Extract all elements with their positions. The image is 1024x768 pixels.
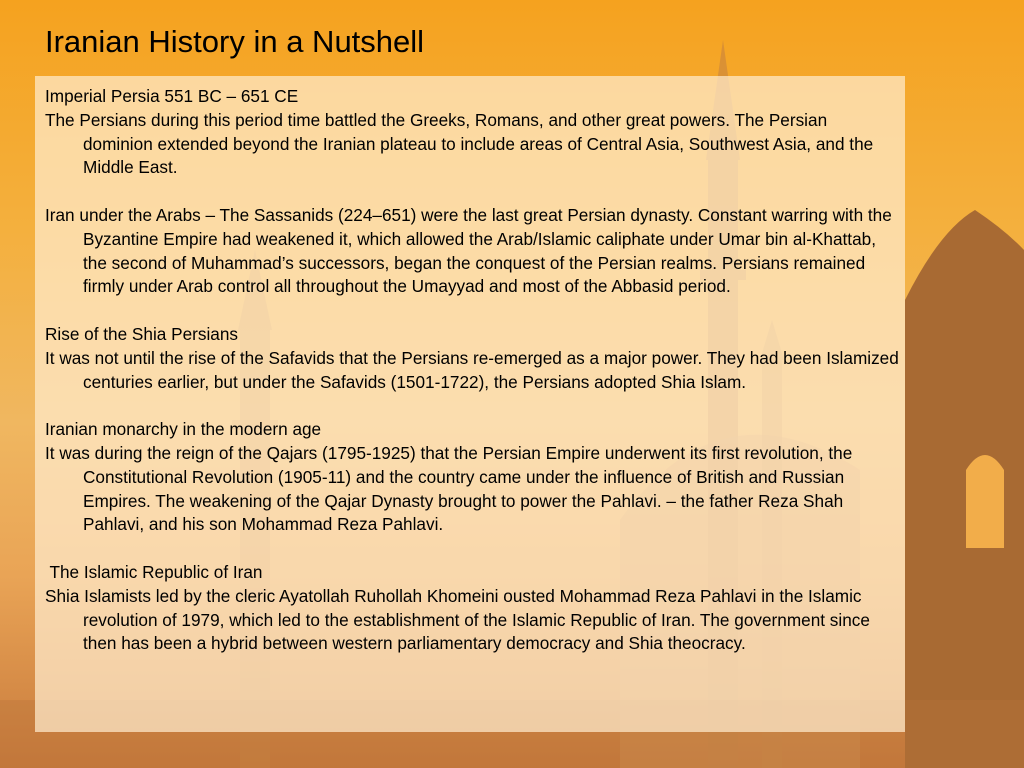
section-body-islamic-republic: Shia Islamists led by the cleric Ayatollah Ruhollah Khomeini ousted Mohammad Reza Pahlavi in the Islamic revolution of 1979, which led to the establishment of the Islamic Republic of Iran. The government since then has been a hybrid between western parliamentary democracy and Shia theocracy.: [45, 585, 870, 654]
section-heading-modern-monarchy: Iranian monarchy in the modern age: [45, 419, 322, 440]
section-body-iran-under-arabs: Iran under the Arabs – The Sassanids (224–651) were the last great Persian dynasty. Constant warring with the Byzantine Empire had weakened it, which allowed the Arab/Islamic caliphate under Umar bin al-Khattab, the second of Muhammad’s successors, began the conquest of the Persian realms. Persians remained firmly under Arab control all throughout the Umayyad and most of the Abbasid period.: [45, 204, 892, 297]
section-heading-shia-persians: Rise of the Shia Persians: [45, 323, 238, 344]
section-body-shia-persians: It was not until the rise of the Safavids that the Persians re-emerged as a major power. They had been Islamized centuries earlier, but under the Safavids (1501-1722), the Persians adopted Shia Islam.: [45, 347, 899, 392]
section-heading-imperial-persia: Imperial Persia 551 BC – 651 CE: [45, 86, 299, 106]
slide-title: Iranian History in a Nutshell: [45, 24, 425, 59]
section-body-imperial-persia: The Persians during this period time battled the Greeks, Romans, and other great powers. The Persian dominion extended beyond the Iranian plateau to include areas of Central Asia, Southwest Asia, and the Middle East.: [45, 109, 874, 178]
slide-body: [45, 85, 901, 656]
section-heading-islamic-republic: The Islamic Republic of Iran: [45, 561, 263, 582]
section-body-modern-monarchy: It was during the reign of the Qajars (1795-1925) that the Persian Empire underwent its first revolution, the Constitutional Revolution (1905-11) and the country came under the influence of British and Russian Empires. The weakening of the Qajar Dynasty brought to power the Pahlavi. – the father Reza Shah Pahlavi, and his son Mohammad Reza Pahlavi.: [45, 442, 853, 535]
arched-tower-silhouette: [905, 210, 1024, 768]
